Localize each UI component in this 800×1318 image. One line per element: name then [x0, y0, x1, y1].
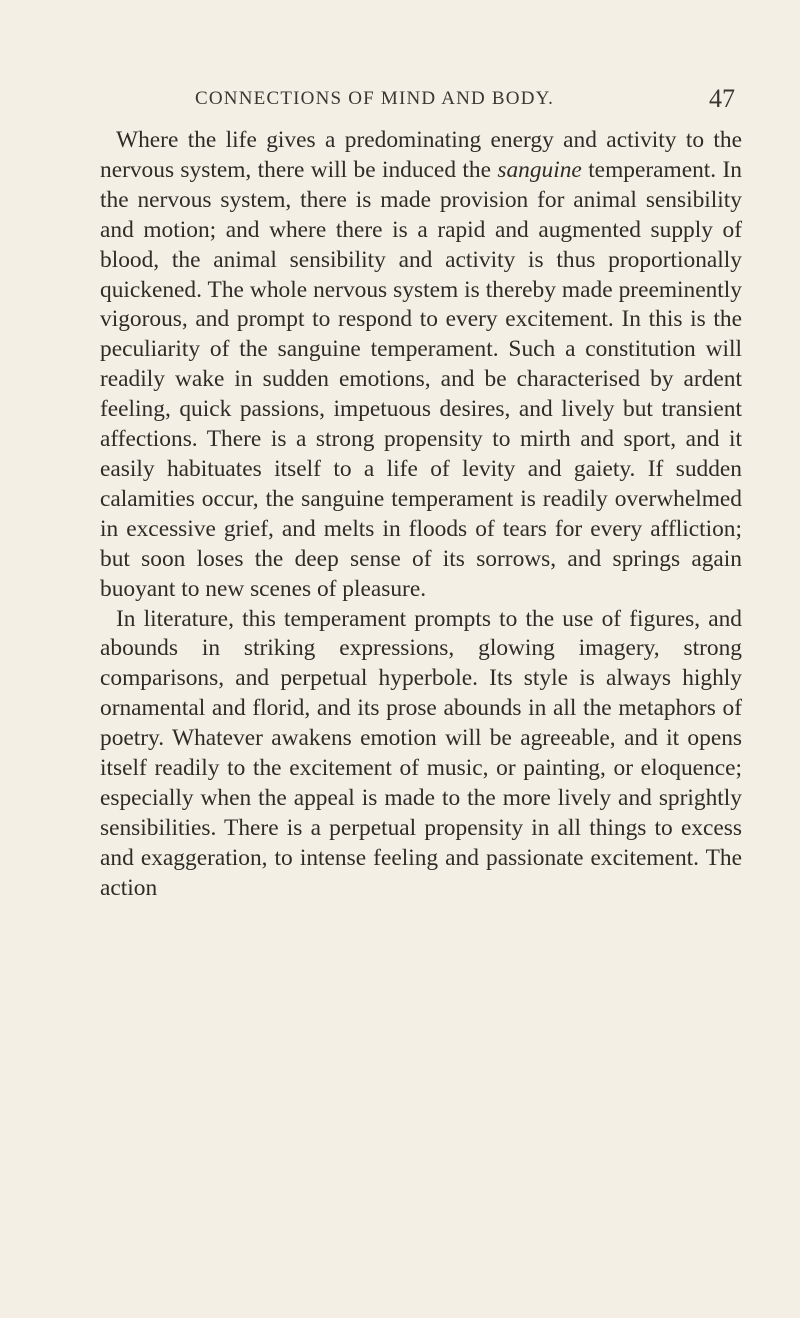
paragraph-text: temperament. In the nervous system, there is made provision for animal sensibility and motion; and where there is a rapid and augmented supply of blood, the animal sensibility and activity is thus proportionally quickened. The whole nervous system is thereby made preeminently vigorous, and prompt to respond to every excitement. In this is the peculiarity of the sanguine temperament. Such a constitution will readily wake in sudden emotions, and be characterised by ardent feeling, quick passions, impetuous desires, and lively but transient affections. There is a strong propensity to mirth and sport, and it easily habituates itself to a life of levity and gaiety. If sudden calamities occur, the sanguine temperament is readily overwhelmed in excessive grief, and melts in floods of tears for every affliction; but soon loses the deep sense of its sorrows, and springs again buoyant to new scenes of pleasure.: [100, 156, 742, 602]
page-number: 47: [709, 84, 735, 113]
running-head-title: CONNECTIONS OF MIND AND BODY.: [195, 88, 555, 109]
running-head: [195, 84, 735, 118]
italic-term: sanguine: [497, 156, 582, 183]
body-text: [100, 126, 742, 904]
paragraph-sanguine-temperament: [100, 126, 742, 605]
paragraph-literature: In literature, this temperament prompts to the use of figures, and abounds in striking expressions, glowing imagery, strong comparisons, and perpetual hyperbole. Its style is always highly ornamental and florid, and its prose abounds in all the metaphors of poetry. Whatever awakens emotion will be agreeable, and it opens itself readily to the excitement of music, or painting, or eloquence; especially when the appeal is made to the more lively and sprightly sensibilities. There is a perpetual propensity in all things to excess and exaggeration, to intense feeling and passionate excitement. The action: [100, 605, 742, 901]
paragraph-text: Where the life gives a predominating energy and activity to the nervous system, there will be induced the: [100, 127, 742, 183]
